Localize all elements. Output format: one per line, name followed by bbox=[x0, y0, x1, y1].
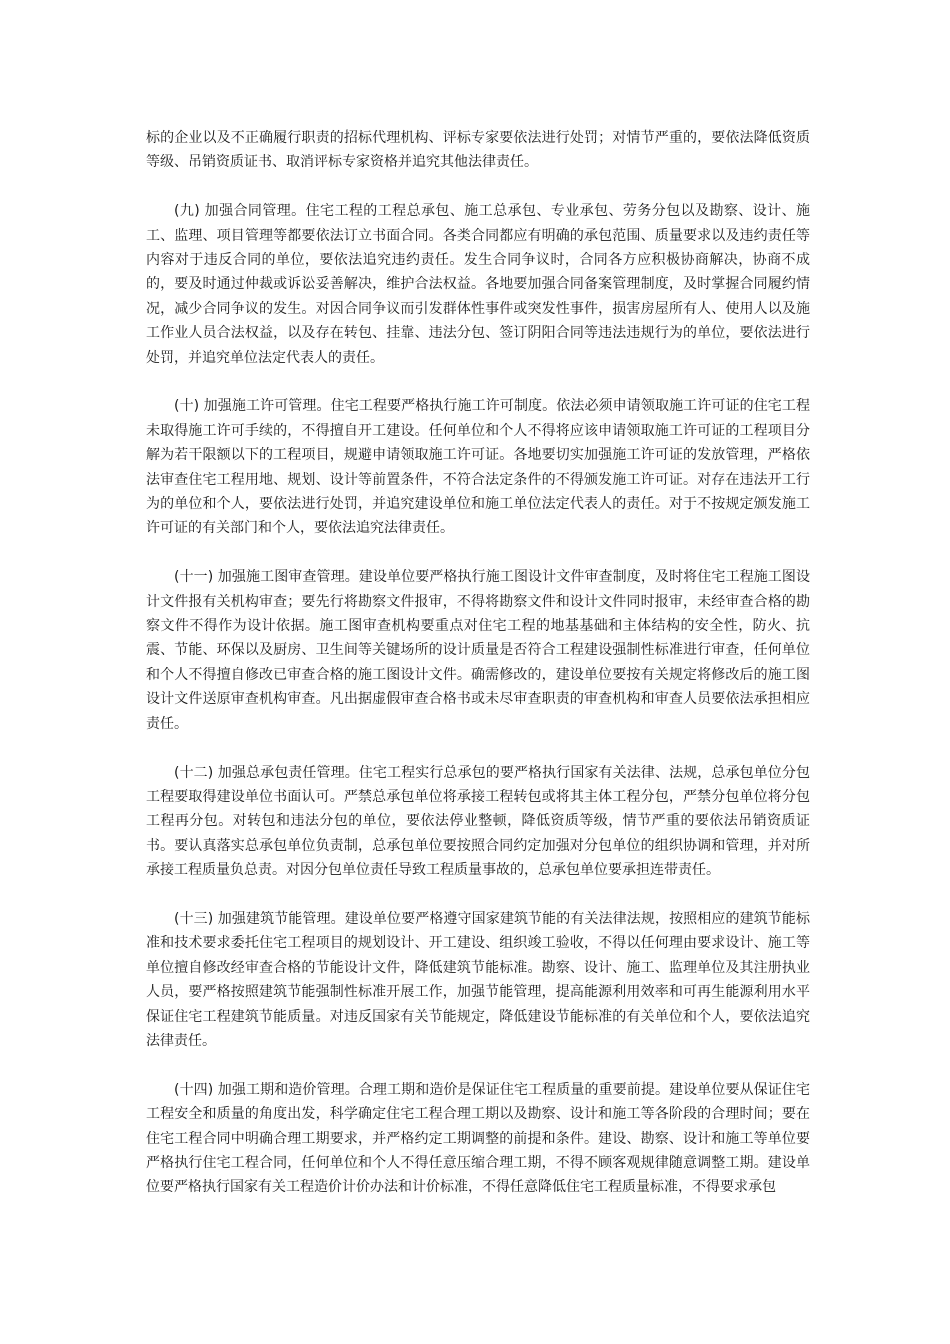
paragraph-gap bbox=[146, 1053, 810, 1077]
paragraph-gap bbox=[146, 370, 810, 394]
paragraph-item-12: (十二) 加强总承包责任管理。住宅工程实行总承包的要严格执行国家有关法律、法规，总承包单位分包工程要取得建设单位书面认可。严禁总承包单位将承接工程转包或将其主体工程分包，严禁分包单位将分包工程再分包。对转包和违法分包的单位，要依法停业整顿，降低资质等级，情节严重的要依法吊销资质证书。要认真落实总承包单位负责制，总承包单位要按照合同约定加强对分包单位的组织协调和管理，并对所承接工程质量负总责。对因分包单位责任导致工程质量事故的，总承包单位要承担连带责任。 bbox=[146, 764, 810, 879]
paragraph-item-10: (十) 加强施工许可管理。住宅工程要严格执行施工许可制度。依法必须申请领取施工许可证的住宅工程未取得施工许可手续的，不得擅自开工建设。任何单位和个人不得将应该申请领取施工许可证的工程项目分解为若干限额以下的工程项目，规避申请领取施工许可证。各地要切实加强施工许可证的发放管理，严格依法审查住宅工程用地、规划、设计等前置条件，不符合法定条件的不得颁发施工许可证。对存在违法开工行为的单位和个人，要依法进行处罚，并追究建设单位和施工单位法定代表人的责任。对于不按规定颁发施工许可证的有关部门和个人，要依法追究法律责任。 bbox=[146, 398, 810, 537]
paragraph-item-9: (九) 加强合同管理。住宅工程的工程总承包、施工总承包、专业承包、劳务分包以及勘察、设计、施工、监理、项目管理等都要依法订立书面合同。各类合同都应有明确的承包范围、质量要求以及违约责任等内容对于违反合同的单位，要依法追究违约责任。发生合同争议时，合同各方应积极协商解决，协商不成的，要及时通过仲裁或诉讼妥善解决，维护合法权益。各地要加强合同备案管理制度，及时掌握合同履约情况，减少合同争议的发生。对因合同争议而引发群体性事件或突发性事件，损害房屋所有人、使用人以及施工作业人员合法权益，以及存在转包、挂靠、违法分包、签订阴阳合同等违法违规行为的单位，要依法进行处罚，并追究单位法定代表人的责任。 bbox=[146, 203, 810, 366]
paragraph-item-13: (十三) 加强建筑节能管理。建设单位要严格遵守国家建筑节能的有关法律法规，按照相应的建筑节能标准和技术要求委托住宅工程项目的规划设计、开工建设、组织竣工验收，不得以任何理由要求设计、施工等单位擅自修改经审查合格的节能设计文件，降低建筑节能标准。勘察、设计、施工、监理单位及其注册执业人员，要严格按照建筑节能强制性标准开展工作，加强节能管理，提高能源利用效率和可再生能源利用水平保证住宅工程建筑节能质量。对违反国家有关节能规定，降低建设节能标准的有关单位和个人，要依法追究法律责任。 bbox=[146, 910, 810, 1049]
paragraph-gap bbox=[146, 883, 810, 907]
paragraph-item-11: (十一) 加强施工图审查管理。建设单位要严格执行施工图设计文件审查制度，及时将住宅工程施工图设计文件报有关机构审查；要先行将勘察文件报审，不得将勘察文件和设计文件同时报审，未经审查合格的勘察文件不得作为设计依据。施工图审查机构要重点对住宅工程的地基基础和主体结构的安全性，防火、抗震、节能、环保以及厨房、卫生间等关键场所的设计质量是否符合工程建设强制性标准进行审查，任何单位和个人不得擅自修改已审查合格的施工图设计文件。确需修改的，建设单位要按有关规定将修改后的施工图设计文件送原审查机构审查。凡出据虚假审查合格书或未尽审查职责的审查机构和审查人员要依法承担相应责任。 bbox=[146, 569, 810, 732]
paragraph-gap bbox=[146, 175, 810, 199]
paragraph-item-14: (十四) 加强工期和造价管理。合理工期和造价是保证住宅工程质量的重要前提。建设单位要从保证住宅工程安全和质量的角度出发，科学确定住宅工程合理工期以及勘察、设计和施工等各阶段的合理时间；要在住宅工程合同中明确合理工期要求，并严格约定工期调整的前提和条件。建设、勘察、设计和施工等单位要严格执行住宅工程合同，任何单位和个人不得任意压缩合理工期，不得不顾客观规律随意调整工期。建设单位要严格执行国家有关工程造价计价办法和计价标准，不得任意降低住宅工程质量标准，不得要求承包 bbox=[146, 1081, 810, 1196]
paragraph-gap bbox=[146, 736, 810, 760]
paragraph-continuation: 标的企业以及不正确履行职责的招标代理机构、评标专家要依法进行处罚；对情节严重的，要依法降低资质等级、吊销资质证书、取消评标专家资格并追究其他法律责任。 bbox=[146, 130, 810, 171]
paragraph-gap bbox=[146, 541, 810, 565]
document-page bbox=[146, 126, 810, 1200]
